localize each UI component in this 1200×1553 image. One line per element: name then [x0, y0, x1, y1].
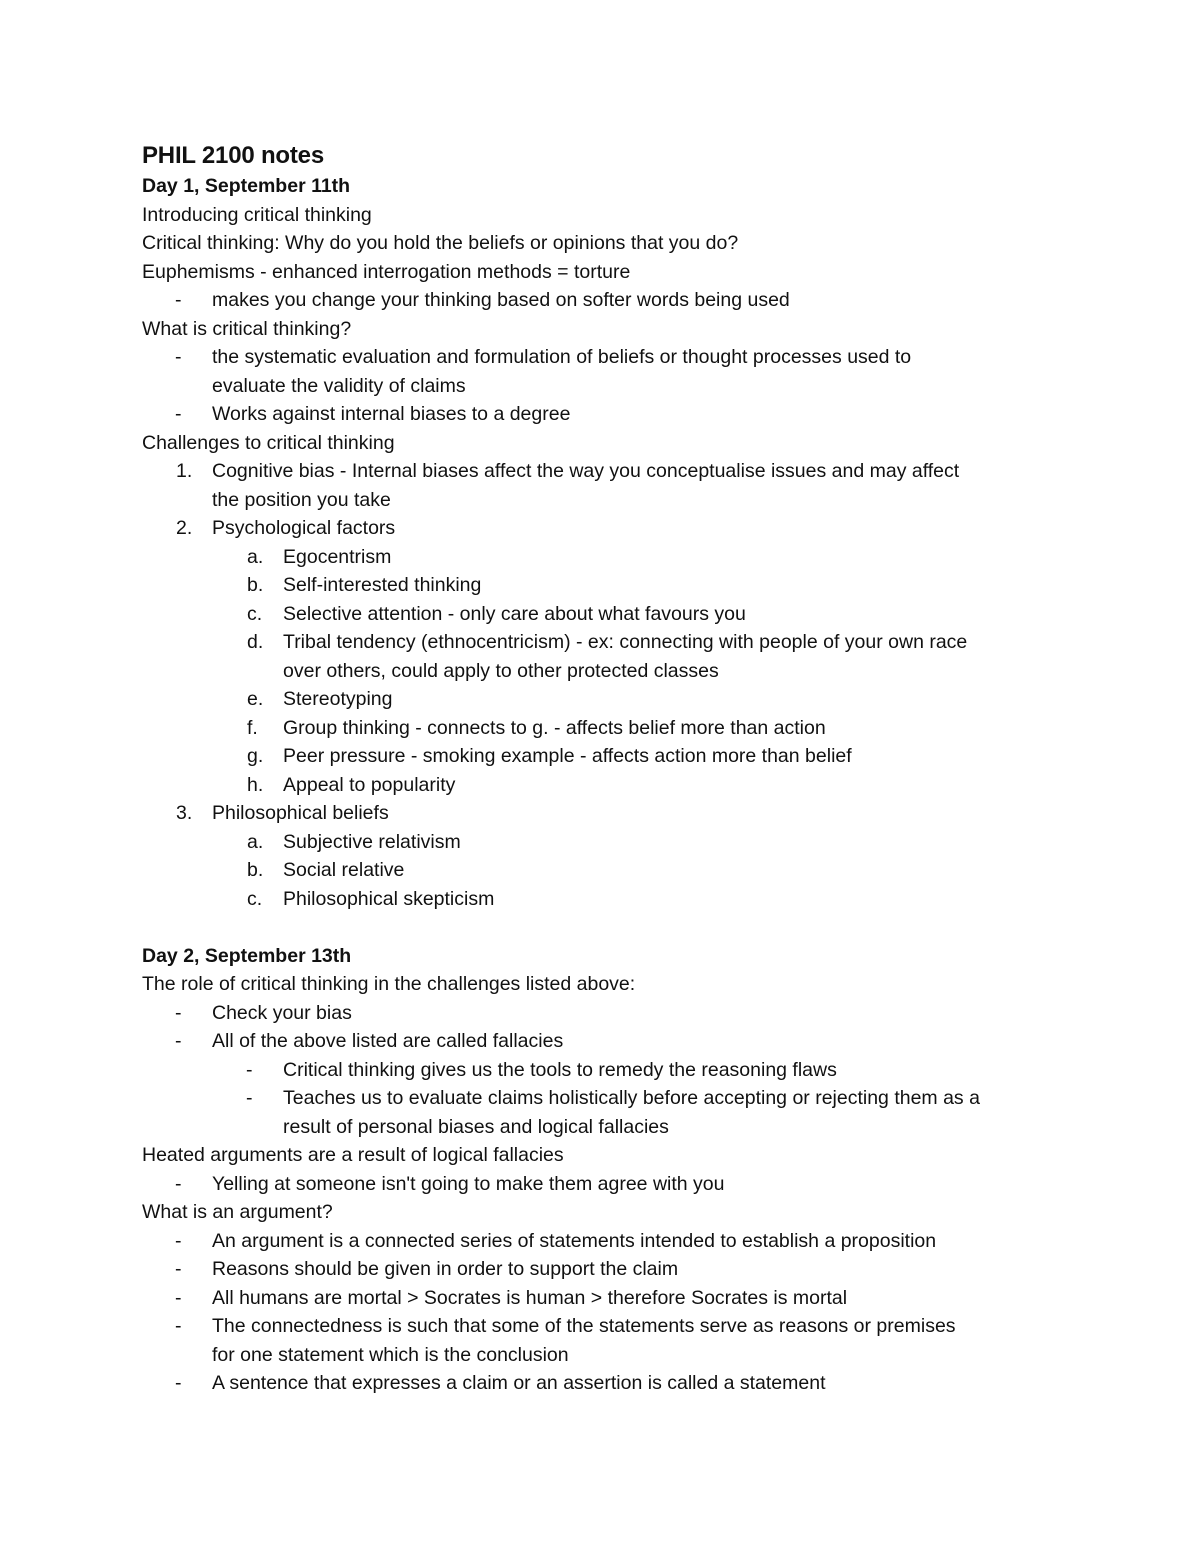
lettered-item	[142, 600, 1100, 629]
lettered-item	[142, 856, 1100, 885]
euphemisms-bullet-list	[142, 286, 1100, 315]
list-marker: b.	[247, 859, 264, 881]
list-item-text: Yelling at someone isn't going to make them agree with you	[212, 1172, 725, 1195]
list-item-text: All humans are mortal > Socrates is human > therefore Socrates is mortal	[212, 1286, 848, 1309]
list-marker: c.	[247, 602, 263, 625]
section-spacer	[142, 913, 1100, 942]
list-item-text: The connectedness is such that some of the statements serve as reasons or premises	[212, 1315, 956, 1337]
bullet-item	[142, 1369, 1100, 1398]
bullet-item	[142, 286, 1100, 315]
list-marker: d.	[247, 631, 264, 653]
list-marker: -	[175, 1001, 182, 1024]
list-item-text: Critical thinking gives us the tools to remedy the reasoning flaws	[283, 1058, 837, 1081]
day1-euphemisms: Euphemisms - enhanced interrogation methods = torture	[142, 260, 631, 283]
numbered-item	[142, 457, 1100, 514]
list-marker: -	[175, 1229, 182, 1252]
list-item-text: the position you take	[212, 488, 391, 511]
day2-heading: Day 2, September 13th	[142, 944, 352, 967]
lettered-item	[142, 885, 1100, 914]
bullet-item	[142, 1170, 1100, 1199]
list-marker: f.	[247, 716, 258, 739]
numbered-item	[142, 799, 1100, 828]
bullet-item	[142, 1027, 1100, 1056]
day1-heading: Day 1, September 11th	[142, 175, 351, 197]
list-item-text: Check your bias	[212, 1001, 352, 1024]
numbered-item	[142, 514, 1100, 543]
role-bullet-list	[142, 999, 1100, 1142]
lettered-item	[142, 714, 1100, 743]
list-marker: a.	[247, 545, 264, 568]
list-marker: -	[175, 1372, 182, 1394]
list-marker: g.	[247, 745, 264, 767]
bullet-item	[142, 1284, 1100, 1313]
lettered-item	[142, 543, 1100, 572]
lettered-item	[142, 628, 1100, 685]
list-item-text: Reasons should be given in order to support the claim	[212, 1258, 679, 1280]
list-item-text: Philosophical beliefs	[212, 802, 389, 824]
list-marker: -	[175, 289, 182, 311]
day2-heated: Heated arguments are a result of logical fallacies	[142, 1144, 564, 1166]
sub-bullet-item	[142, 1084, 1100, 1141]
list-item-text: Peer pressure - smoking example - affects action more than belief	[283, 745, 852, 767]
list-item-text: Group thinking - connects to g. - affects belief more than action	[283, 716, 826, 739]
page-title: PHIL 2100 notes	[142, 142, 324, 169]
list-marker: e.	[247, 688, 264, 710]
day2-role: The role of critical thinking in the challenges listed above:	[142, 973, 636, 995]
argument-bullet-list	[142, 1227, 1100, 1398]
list-marker: -	[175, 403, 182, 425]
list-item-text: All of the above listed are called fallacies	[212, 1030, 564, 1052]
list-item-text: Teaches us to evaluate claims holistically before accepting or rejecting them as a	[283, 1087, 980, 1109]
list-item-text: makes you change your thinking based on softer words being used	[212, 289, 790, 311]
list-item-text: for one statement which is the conclusion	[212, 1343, 569, 1366]
bullet-item	[142, 999, 1100, 1028]
list-item-text: Cognitive bias - Internal biases affect the way you conceptualise issues and may affect	[212, 460, 960, 482]
bullet-item	[142, 1312, 1100, 1369]
list-item-text: A sentence that expresses a claim or an assertion is called a statement	[212, 1372, 826, 1394]
list-marker: -	[175, 1030, 182, 1052]
list-item-text: Works against internal biases to a degree	[212, 403, 571, 425]
lettered-item	[142, 685, 1100, 714]
list-marker: -	[175, 1258, 182, 1280]
list-marker: 1.	[176, 460, 193, 482]
day1-what-is: What is critical thinking?	[142, 317, 352, 340]
sub-bullet-item	[142, 1056, 1100, 1085]
list-item-text: Stereotyping	[283, 688, 393, 710]
list-item-text: Tribal tendency (ethnocentricism) - ex: connecting with people of your own race	[283, 631, 968, 653]
list-marker: 3.	[176, 802, 193, 824]
list-item-text: the systematic evaluation and formulation of beliefs or thought processes used to	[212, 346, 912, 368]
list-marker: c.	[247, 887, 263, 910]
bullet-item	[142, 343, 1100, 400]
list-marker: b.	[247, 574, 264, 596]
day1-intro: Introducing critical thinking	[142, 203, 372, 226]
lettered-item	[142, 828, 1100, 857]
list-item-text: Selective attention - only care about what favours you	[283, 602, 746, 625]
list-item-text: over others, could apply to other protected classes	[283, 659, 719, 682]
day1-definition: Critical thinking: Why do you hold the beliefs or opinions that you do?	[142, 232, 739, 254]
list-marker: -	[175, 1172, 182, 1195]
day1-challenges-heading: Challenges to critical thinking	[142, 431, 395, 454]
list-marker: a.	[247, 830, 264, 853]
list-marker: h.	[247, 773, 264, 796]
bullet-item	[142, 1227, 1100, 1256]
list-item-text: Subjective relativism	[283, 830, 461, 853]
list-marker: -	[246, 1058, 253, 1081]
heated-bullet-list	[142, 1170, 1100, 1199]
challenges-numbered-list	[142, 457, 1100, 913]
lettered-item	[142, 771, 1100, 800]
list-marker: -	[175, 1315, 182, 1337]
list-marker: -	[246, 1087, 253, 1109]
list-item-text: Self-interested thinking	[283, 574, 482, 596]
day2-argument-question: What is an argument?	[142, 1201, 333, 1223]
list-marker: -	[175, 346, 182, 368]
lettered-item	[142, 742, 1100, 771]
list-item-text: An argument is a connected series of statements intended to establish a proposition	[212, 1229, 937, 1252]
bullet-item	[142, 400, 1100, 429]
list-item-text: Philosophical skepticism	[283, 887, 495, 910]
lettered-item	[142, 571, 1100, 600]
list-item-text: result of personal biases and logical fallacies	[283, 1115, 669, 1138]
list-item-text: Social relative	[283, 859, 405, 881]
list-item-text: Egocentrism	[283, 545, 392, 568]
what-is-bullet-list	[142, 343, 1100, 429]
list-item-text: Psychological factors	[212, 517, 396, 539]
list-item-text: evaluate the validity of claims	[212, 374, 466, 397]
list-marker: 2.	[176, 517, 193, 539]
list-item-text: Appeal to popularity	[283, 773, 456, 796]
list-marker: -	[175, 1286, 182, 1309]
bullet-item	[142, 1255, 1100, 1284]
